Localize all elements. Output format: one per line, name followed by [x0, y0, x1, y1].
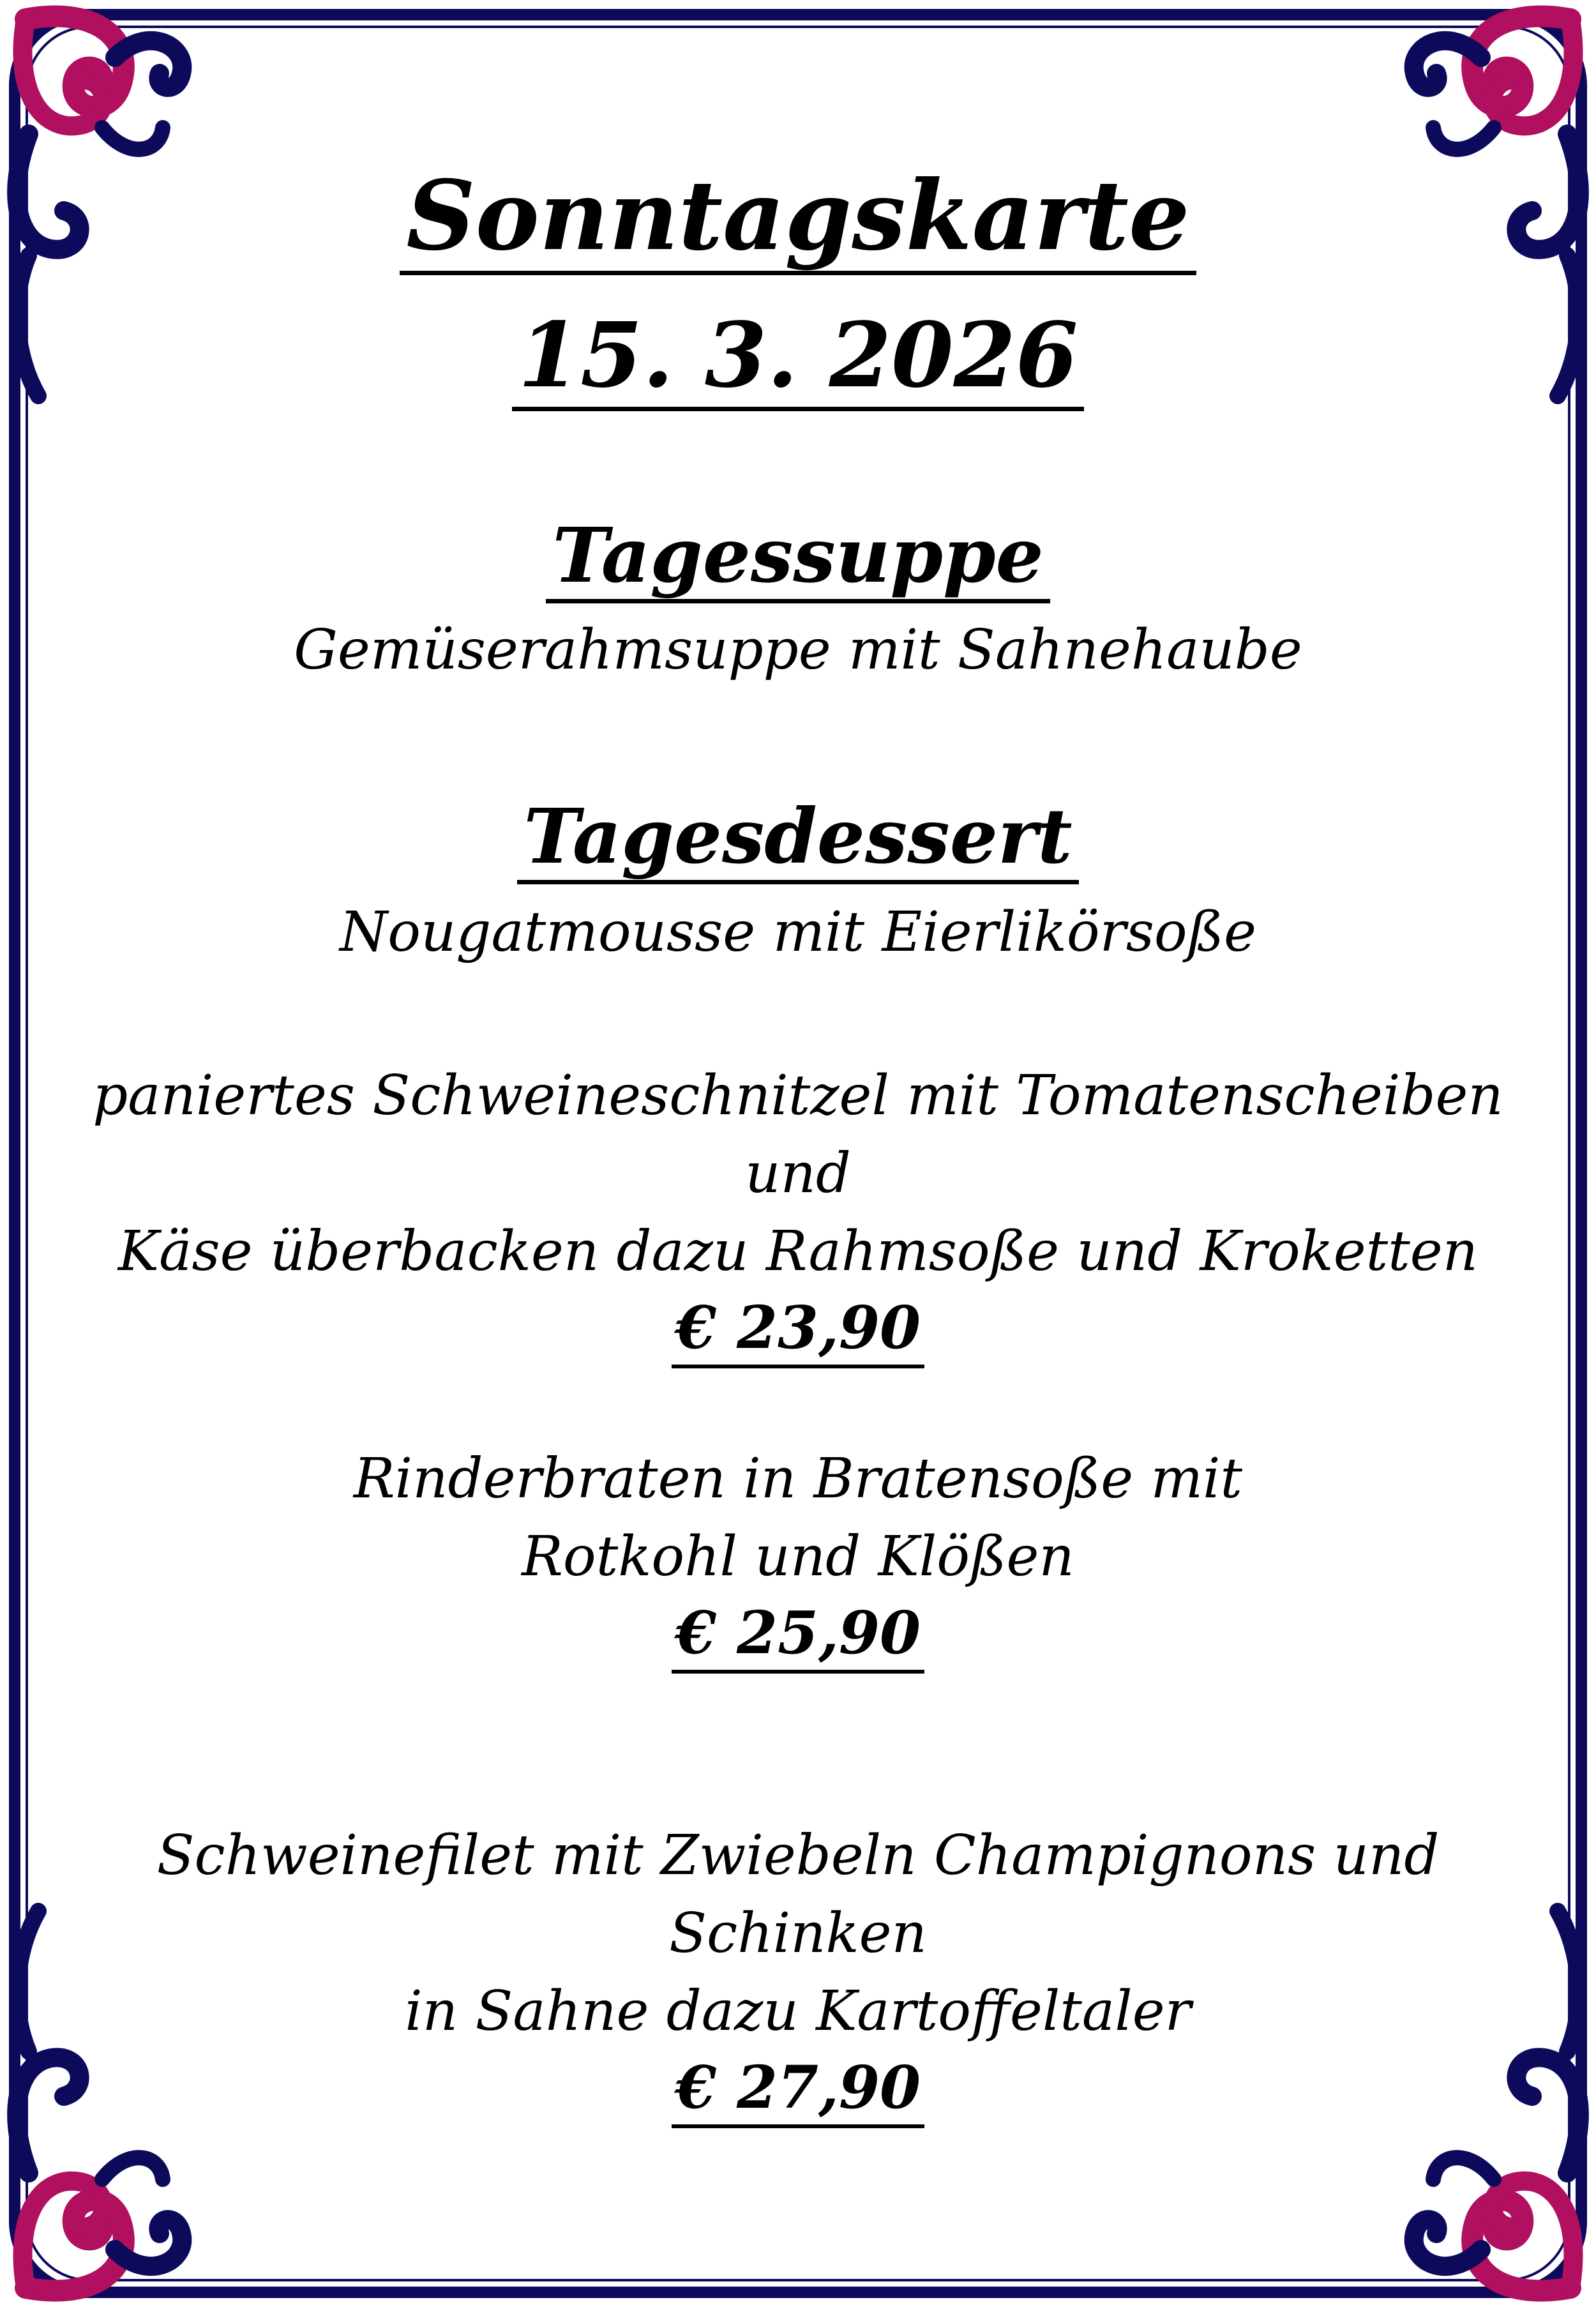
dish-description-line: paniertes Schweineschnitzel mit Tomatenscheiben und: [93, 1064, 1503, 1206]
dessert-description: Nougatmousse mit Eierlikörsoße: [339, 900, 1256, 964]
dish-price: € 25,90: [672, 1600, 924, 1674]
dish-price: € 27,90: [672, 2054, 924, 2128]
dish-item: [77, 1440, 1519, 1674]
menu-date: 15. 3. 2026: [512, 309, 1085, 411]
dish-description-line: Rotkohl und Klößen: [522, 1525, 1074, 1589]
dish-description-line: Schweinefilet mit Zwiebeln Champignons und Schinken: [156, 1824, 1440, 1965]
dish-price: € 23,90: [672, 1294, 924, 1368]
soup-description: Gemüserahmsuppe mit Sahnehaube: [294, 618, 1302, 682]
dish-item: [77, 1817, 1519, 2128]
soup-heading-block: [77, 511, 1519, 603]
dessert-heading-block: [77, 792, 1519, 884]
menu-title: Sonntagskarte: [400, 166, 1196, 275]
soup-heading: Tagessuppe: [546, 516, 1050, 603]
dish-item: [77, 1057, 1519, 1368]
dish-description-line: Käse überbacken dazu Rahmsoße und Kroketten: [117, 1220, 1479, 1283]
dish-description-line: in Sahne dazu Kartoffeltaler: [405, 1979, 1191, 2043]
dish-description-line: Rinderbraten in Bratensoße mit: [353, 1447, 1243, 1511]
menu-title-block: [77, 160, 1519, 275]
menu-date-block: [77, 303, 1519, 411]
dessert-heading: Tagesdessert: [517, 797, 1078, 884]
